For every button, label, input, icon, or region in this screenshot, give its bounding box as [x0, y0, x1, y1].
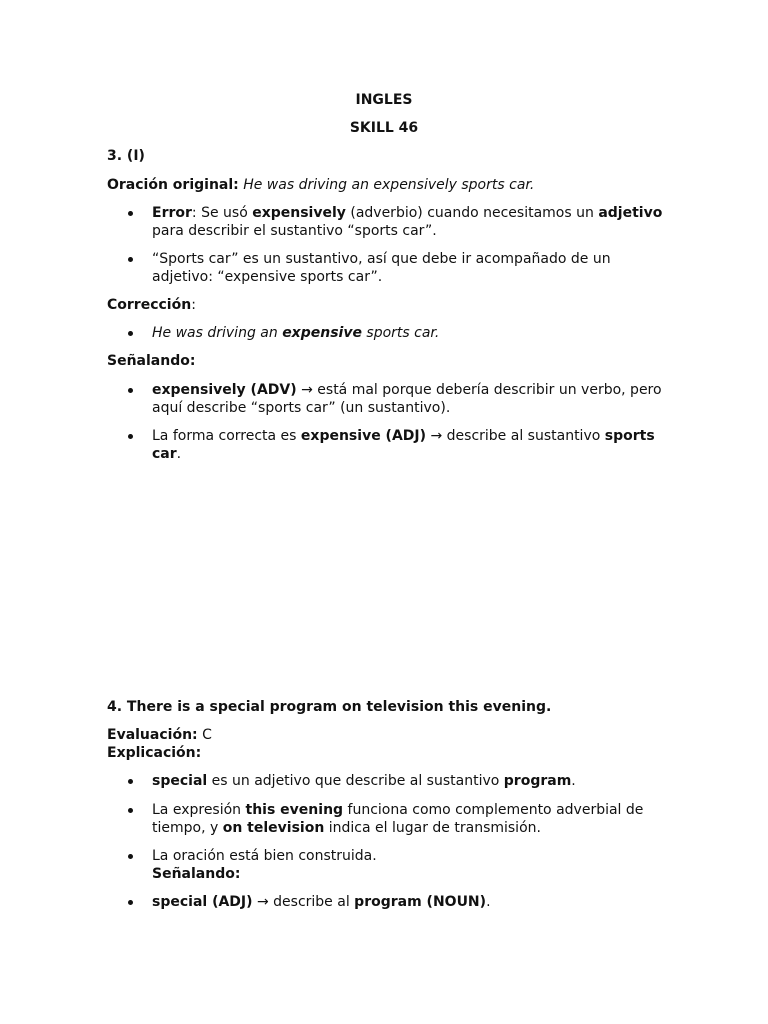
list-item-this-evening-cont: tiempo, y on television indica el lugar de transmisión. — [152, 820, 541, 836]
list-item-this-evening: La expresión this evening funciona como complemento adverbial de — [152, 802, 644, 818]
list-item-sports-car-cont: adjetivo: “expensive sports car”. — [152, 269, 383, 285]
list-item-adj-cont: car. — [152, 446, 182, 462]
list-item-error: Error: Se usó expensively (adverbio) cuando necesitamos un adjetivo — [152, 205, 663, 221]
document-subtitle: SKILL 46 — [349, 120, 419, 136]
correccion-label: Corrección: — [107, 297, 196, 313]
list-item-sports-car: “Sports car” es un sustantivo, así que debe ir acompañado de un — [152, 251, 611, 267]
original-text: He was driving an expensively sports car. — [243, 177, 535, 193]
original-sentence — [107, 176, 687, 194]
senalando-label: Señalando: — [107, 353, 196, 369]
section-4-heading: 4. There is a special program on television this evening. — [107, 699, 552, 715]
list-item-adj: La forma correcta es expensive (ADJ) → describe al sustantivo sports — [152, 428, 655, 444]
list-item-senalando: Señalando: — [152, 866, 241, 882]
list-item-bien-construida: La oración está bien construida. — [152, 848, 377, 864]
original-label: Oración original: — [107, 177, 239, 193]
list-item-adv: expensively (ADV) → está mal porque debería describir un verbo, pero — [152, 382, 662, 398]
list-item-adv-cont: aquí describe “sports car” (un sustantivo). — [152, 400, 451, 416]
list-item-correction: He was driving an expensive sports car. — [152, 325, 440, 341]
list-item-special: special es un adjetivo que describe al sustantivo program. — [152, 773, 576, 789]
list-item-special-adj: special (ADJ) → describe al program (NOUN). — [152, 894, 491, 910]
explicacion-label: Explicación: — [107, 745, 202, 761]
evaluacion: Evaluación: C — [107, 727, 212, 743]
list-item-error-cont: para describir el sustantivo “sports car”. — [152, 223, 437, 239]
section-3-heading: 3. (I) — [107, 148, 145, 164]
document-title: INGLES — [355, 92, 413, 108]
